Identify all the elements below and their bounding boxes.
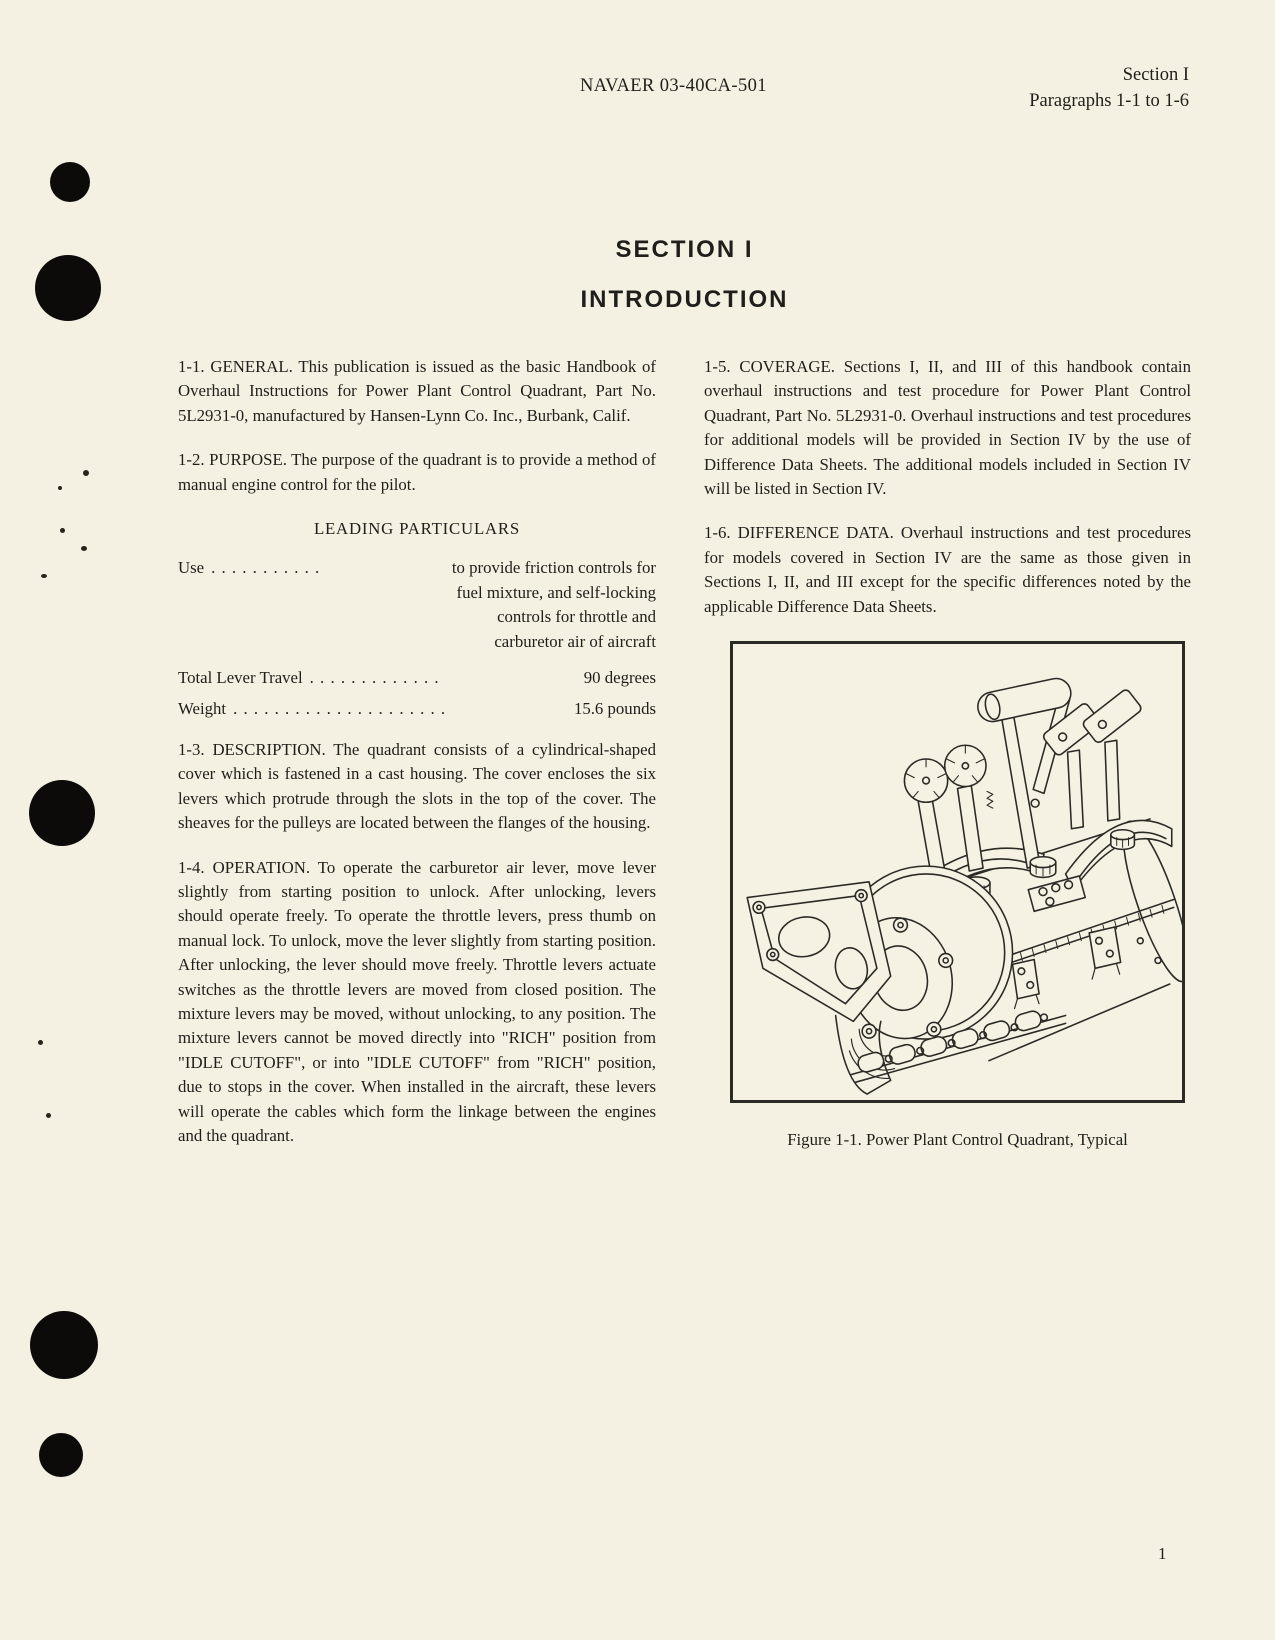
para-1-1: 1-1. GENERAL. This publication is issued as the basic Handbook of Overhaul Instructions for Power Plant Control Quadrant, Part No. 5L2931-0, manufactured by Hansen-Lynn Co. Inc., Burbank, Calif. (178, 357, 656, 425)
lever-travel-value: 90 degrees (583, 668, 656, 688)
leading-particular-use (178, 556, 656, 654)
paper-speck (83, 470, 89, 476)
weight-value: 15.6 pounds (573, 699, 656, 719)
para-1-4: 1-4. OPERATION. To operate the carburetor air lever, move lever slightly from starting position to unlock. After unlocking, levers should operate freely. To operate the throttle levers, press thumb on manual lock. To unlock, move the lever slightly from starting position. After unlocking, the lever should move freely. Throttle levers actuate switches as the throttle levers are moved from closed position. The mixture levers may be moved, without unlocking, to any position. The mixture levers cannot be moved directly into "RICH" position from "IDLE CUTOFF", or into "IDLE CUTOFF" from "RICH" position, due to stops in the cover. When installed in the aircraft, these levers will operate the cables which form the linkage between the engines and the quadrant. (178, 857, 656, 1145)
paper-speck (46, 1113, 51, 1118)
paper-speck (60, 528, 65, 533)
paper-speck (38, 1040, 43, 1045)
paper-speck (81, 546, 87, 551)
binder-hole (50, 162, 90, 202)
figure-1-1 (730, 641, 1185, 1103)
use-label: Use (178, 558, 205, 578)
binder-hole (29, 780, 95, 846)
paper-speck (41, 574, 47, 578)
binder-hole (39, 1433, 83, 1477)
header-right (1029, 62, 1189, 114)
lever-travel-dot-leader: . . . . . . . . . . . . . (309, 668, 440, 688)
section-name: INTRODUCTION (580, 286, 789, 313)
lever-travel-label: Total Lever Travel (178, 668, 303, 688)
leading-particulars-heading: LEADING PARTICULARS (313, 519, 521, 539)
binder-hole (30, 1311, 98, 1379)
doc-number: NAVAER 03-40CA-501 (580, 76, 767, 96)
para-1-2: 1-2. PURPOSE. The purpose of the quadrant is to provide a method of manual engine control for the pilot. (178, 450, 656, 494)
use-dot-leader: . . . . . . . . . . . (211, 558, 321, 578)
page-number: 1 (1158, 1544, 1167, 1563)
weight-label: Weight (178, 699, 227, 719)
section-title: SECTION I (615, 236, 754, 263)
use-value: to provide friction controls for fuel mixture, and self-locking controls for throttle and carburetor air of aircraft (451, 558, 656, 651)
para-1-3: 1-3. DESCRIPTION. The quadrant consists of a cylindrical-shaped cover which is fastened in a cast housing. The cover encloses the six levers which protrude through the slots in the top of the cover. The sheaves for the pulleys are located between the flanges of the housing. (178, 739, 656, 833)
section-title-block (178, 236, 1191, 314)
leading-particular-weight (178, 697, 656, 721)
paper-speck (58, 486, 62, 490)
right-column (704, 355, 1191, 1152)
figure-caption: Figure 1-1. Power Plant Control Quadrant, Typical (787, 1130, 1128, 1150)
binder-hole (35, 255, 101, 321)
para-1-6: 1-6. DIFFERENCE DATA. Overhaul instructions and test procedures for models covered in Section IV are the same as those given in Sections I, II, and III except for the specific differences noted by the applicable Difference Data Sheets. (704, 523, 1191, 616)
header-section: Section I (1122, 65, 1189, 85)
para-1-5: 1-5. COVERAGE. Sections I, II, and III of this handbook contain overhaul instructions and test procedure for Power Plant Control Quadrant, Part No. 5L2931-0. Overhaul instructions and test procedures for additional models will be provided in Section IV by the use of Difference Data Sheets. The additional models included in Section IV will be listed in Section IV. (704, 357, 1191, 499)
leading-particular-lever-travel (178, 666, 656, 690)
quadrant-line-drawing (733, 644, 1182, 1100)
weight-dot-leader: . . . . . . . . . . . . . . . . . . . . . (233, 699, 447, 719)
left-column (178, 355, 656, 1168)
header-paragraphs-range: Paragraphs 1-1 to 1-6 (1029, 91, 1189, 111)
